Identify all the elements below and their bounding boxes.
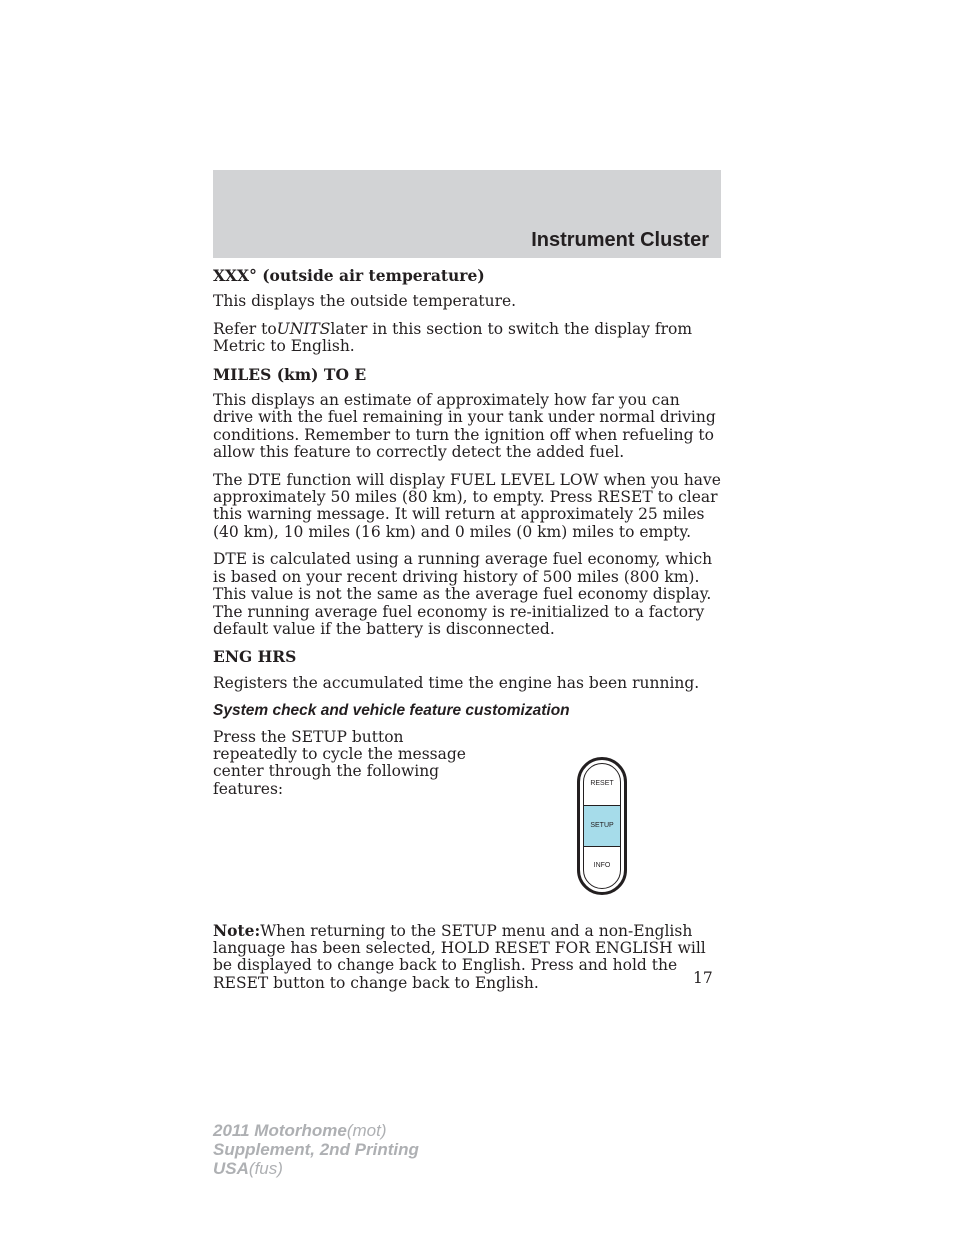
eng-hrs-description: Registers the accumulated time the engine has been running. [213, 673, 700, 692]
footer-line-1 [213, 1121, 419, 1140]
footer-line-3 [213, 1159, 419, 1178]
oat-heading: XXX° (outside air temperature) [213, 266, 485, 285]
section-header [213, 170, 721, 258]
dte-calculation: DTE is calculated using a running average fuel economy, which is based on your recent driving history of 500 miles (800 km). This value is not the same as the average fuel economy display. The running average fuel economy is re-initialized to a factory default value if the battery is disconnected. [213, 550, 713, 638]
eng-hrs-heading: ENG HRS [213, 647, 297, 667]
note-text: When returning to the SETUP menu and a non-English language has been selected, HOLD RESET FOR ENGLISH will be displayed to change back to English. Press and hold the RESET button to change back to English. [213, 921, 706, 992]
system-check-heading: System check and vehicle feature customization [213, 702, 570, 720]
setup-instruction: Press the SETUP button repeatedly to cycle the message center through the following features: [213, 727, 466, 798]
dte-heading: MILES (km) TO E [213, 364, 367, 384]
reset-button-illustration: RESET [590, 780, 614, 788]
note-label: Note: [213, 920, 261, 940]
dte-description: This displays an estimate of approximately how far you can drive with the fuel remaining in your tank under normal driving conditions. Remember to turn the ignition off when refueling to allow this feature to correctly detect the added fuel. [213, 391, 716, 462]
dte-low-fuel-warning: The DTE function will display FUEL LEVEL LOW when you have approximately 50 miles (80 km), to empty. Press RESET to clear this warning message. It will return at approximately 25 miles (40 km), 10 miles (16 km) and 0 miles (0 km) miles to empty. [213, 470, 721, 541]
section-title: Instrument Cluster [531, 229, 709, 251]
units-reference: UNITS [276, 319, 331, 338]
oat-ref-post: later in this section to switch the display from Metric to English. [213, 319, 693, 356]
page-number: 17 [693, 969, 713, 987]
footer-printing: Supplement, 2nd Printing [213, 1140, 419, 1159]
footer-market: USA [213, 1159, 249, 1178]
oat-units-reference [213, 321, 721, 356]
setup-instruction-block [213, 729, 721, 916]
setup-button-illustration: SETUP [584, 805, 620, 847]
print-footer [213, 1121, 419, 1178]
oat-ref-pre: Refer to [213, 319, 277, 338]
note-paragraph [213, 922, 721, 993]
info-button-illustration: INFO [593, 861, 611, 869]
controls-inner [583, 763, 621, 889]
footer-model-code: (mot) [346, 1121, 387, 1140]
message-center-controls-illustration [577, 757, 627, 895]
page-content [213, 267, 721, 1002]
footer-model: 2011 Motorhome [213, 1121, 347, 1140]
footer-line-2 [213, 1140, 419, 1159]
oat-description: This displays the outside temperature. [213, 292, 517, 311]
footer-market-code: (fus) [248, 1159, 283, 1178]
